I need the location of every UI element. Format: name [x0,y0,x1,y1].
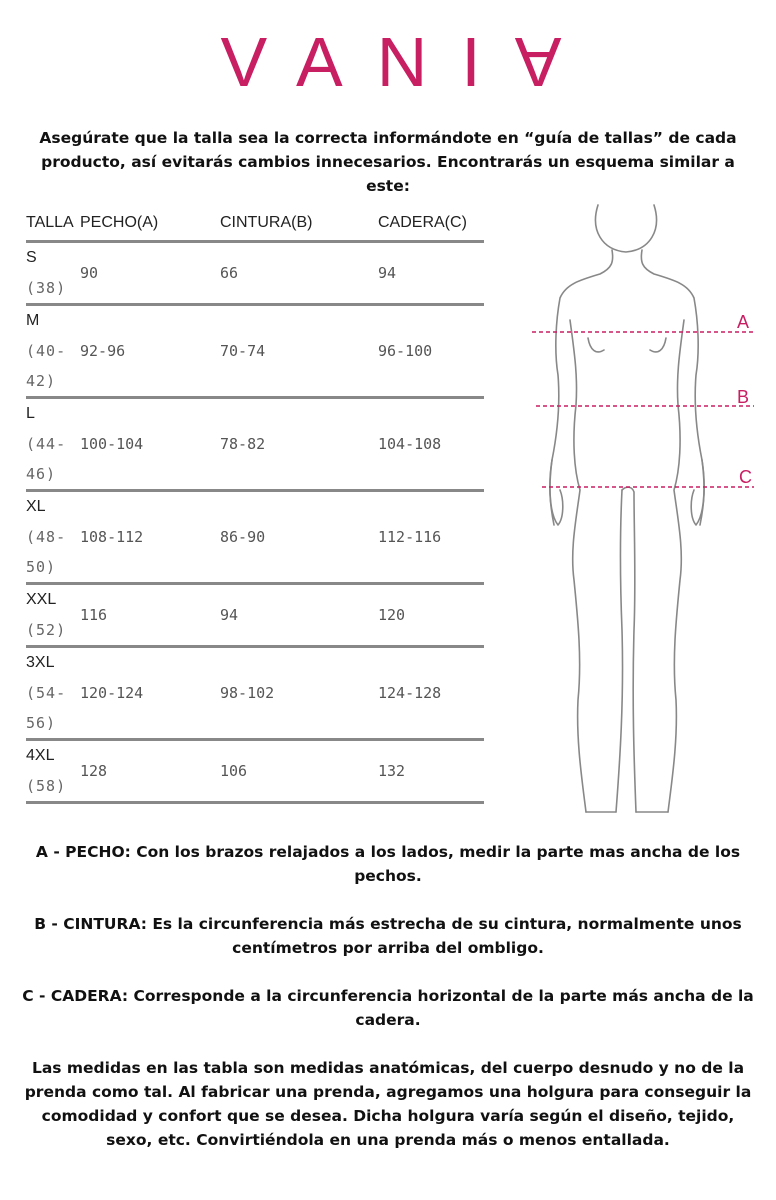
note-medidas: Las medidas en las tabla son medidas anatómicas, del cuerpo desnudo y no de la prenda como tal. Al fabricar una prenda, agregamos una holgura para conseguir la comodidad y confort que se desea. Dicha holgura varía según el diseño, tejido, sexo, etc. Convirtiéndola en una prenda más o menos entallada. [24,1059,752,1149]
cell-cintura: 78-82 [220,398,378,491]
measurement-notes [20,840,756,1176]
cell-cadera: 96-100 [378,305,484,398]
cell-pecho: 90 [80,242,220,305]
size-table-header [26,206,484,242]
note-cintura: B - CINTURA: Es la circunferencia más estrecha de su cintura, normalmente unos centímetros por arriba del ombligo. [34,915,742,957]
cell-talla [26,398,80,491]
cell-cintura: 70-74 [220,305,378,398]
cell-cadera: 120 [378,584,484,647]
cell-talla [26,242,80,305]
cell-talla [26,647,80,740]
header-cadera: CADERA(C) [378,206,484,242]
header-pecho: PECHO(A) [80,206,220,242]
intro-text: Asegúrate que la talla sea la correcta informándote en “guía de tallas” de cada producto, así evitarás cambios innecesarios. Encontrarás un esquema similar a este: [39,129,737,195]
torso-left-outline [550,250,613,525]
talla-number: (54-56) [26,684,67,732]
label-a: A [737,312,750,332]
size-table [26,206,484,804]
cell-cadera: 124-128 [378,647,484,740]
talla-label: M [26,312,40,329]
table-row [26,491,484,584]
cell-talla [26,305,80,398]
brand-logo [0,22,776,102]
note-pecho: A - PECHO: Con los brazos relajados a los lados, medir la parte mas ancha de los pechos. [35,843,741,885]
cell-pecho: 100-104 [80,398,220,491]
table-row [26,584,484,647]
body-silhouette-diagram [530,200,760,820]
head-outline [596,205,657,252]
torso-right-outline [641,250,704,525]
logo-text: VANIA [220,23,596,101]
cell-talla [26,584,80,647]
cell-cintura: 98-102 [220,647,378,740]
cell-talla [26,740,80,803]
talla-number: (52) [26,621,67,639]
talla-label: XXL [26,591,57,608]
talla-label: 3XL [26,654,55,671]
talla-label: 4XL [26,747,55,764]
note-cadera: C - CADERA: Corresponde a la circunferencia horizontal de la parte más ancha de la cadera. [22,987,754,1029]
talla-label: L [26,405,35,422]
cell-pecho: 92-96 [80,305,220,398]
table-row [26,242,484,305]
table-row [26,398,484,491]
cell-cintura: 106 [220,740,378,803]
cell-cadera: 104-108 [378,398,484,491]
cell-cintura: 94 [220,584,378,647]
cell-cadera: 94 [378,242,484,305]
header-cintura: CINTURA(B) [220,206,378,242]
table-row [26,305,484,398]
cell-pecho: 128 [80,740,220,803]
talla-number: (38) [26,279,67,297]
header-talla: TALLA [26,206,80,242]
talla-label: S [26,249,37,266]
cell-pecho: 108-112 [80,491,220,584]
cell-cintura: 66 [220,242,378,305]
table-row [26,740,484,803]
talla-number: (58) [26,777,67,795]
cell-cadera: 132 [378,740,484,803]
talla-label: XL [26,498,46,515]
table-row [26,647,484,740]
cell-pecho: 116 [80,584,220,647]
cell-talla [26,491,80,584]
cell-cadera: 112-116 [378,491,484,584]
cell-cintura: 86-90 [220,491,378,584]
label-b: B [737,387,750,407]
label-c: C [739,467,752,487]
talla-number: (48-50) [26,528,67,576]
talla-number: (40-42) [26,342,67,390]
talla-number: (44-46) [26,435,67,483]
cell-pecho: 120-124 [80,647,220,740]
